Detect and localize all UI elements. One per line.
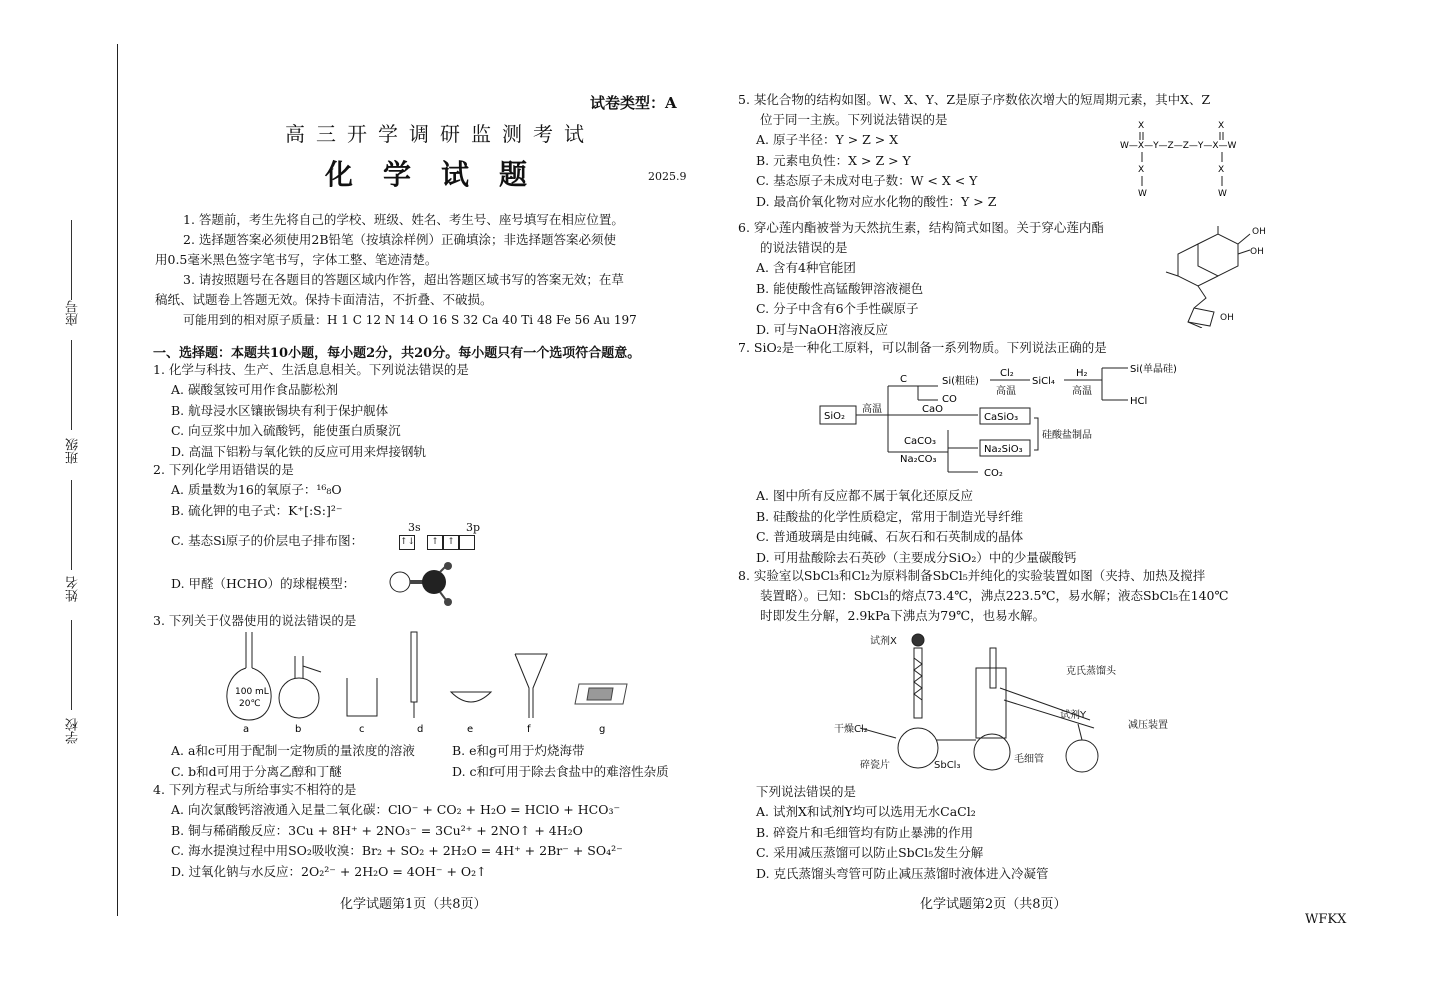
k2s-electron-formula: K⁺[:S:]²⁻ [288, 502, 343, 518]
reagent-y-label: 试剂Y [1060, 710, 1087, 721]
flow-cao: CaO [922, 404, 943, 415]
orbital-3s-label: 3s [408, 521, 421, 534]
instruction-line: 3. 请按照题号在各题目的答题区域内作答，超出答题区域书写的答案无效；在草 [183, 272, 624, 287]
option: C. 普通玻璃是由纯碱、石灰石和石英制成的晶体 [756, 529, 1024, 544]
option: A. 原子半径：Y > Z > X [756, 132, 899, 147]
boiling-chips-label: 碎瓷片 [860, 760, 890, 771]
reagent-x-label: 试剂X [870, 636, 897, 647]
question-2 [153, 460, 342, 521]
instrument-label: a [243, 724, 250, 735]
page-footer: 化学试题第1页（共8页） [340, 897, 487, 912]
evaporating-dish-icon [451, 692, 491, 702]
instrument-label: b [295, 724, 302, 735]
svg-text:X: X [1218, 165, 1225, 175]
school-underline [71, 620, 72, 710]
option-d-text: D. 甲醛（HCHO）的球棍模型： [171, 576, 356, 591]
distillation-apparatus [830, 628, 1170, 778]
option: D. 过氧化钠与水反应：2O₂²⁻ + 2H₂O = 4OH⁻ + O₂↑ [171, 863, 487, 879]
corner-code: WFKX [1305, 912, 1347, 927]
option: D. 可与NaOH溶液反应 [756, 321, 889, 337]
option: A. 试剂X和试剂Y均可以选用无水CaCl₂ [756, 804, 976, 819]
class-underline [71, 340, 72, 430]
instrument-label: g [599, 724, 606, 735]
sio2-flow-diagram [818, 360, 1178, 484]
question-7-stem: 7. SiO₂是一种化工原料，可以制备一系列物质。下列说法正确的是 [738, 340, 1107, 355]
question-8 [738, 566, 1228, 626]
svg-text:W—X—Y—Z—Z—Y—X—W: W—X—Y—Z—Z—Y—X—W [1120, 141, 1237, 151]
hydroxyl-label: OH [1220, 313, 1234, 323]
flow-high-temp: 高温 [996, 386, 1016, 397]
question-3-stem: 3. 下列关于仪器使用的说法错误的是 [153, 613, 357, 628]
flow-co2: CO₂ [984, 468, 1003, 479]
name-underline [71, 480, 72, 570]
question-stem: 位于同一主族。下列说法错误的是 [760, 112, 948, 127]
option: C. 基态原子未成对电子数：W < X < Y [756, 173, 978, 188]
claisen-head-label: 克氏蒸馏头 [1066, 666, 1116, 677]
flask-volume: 100 mL [235, 687, 269, 697]
instrument-label: d [417, 724, 424, 735]
flow-sicl4: SiCl₄ [1032, 376, 1055, 387]
instrument-label: f [527, 724, 531, 735]
svg-text:W: W [1138, 189, 1147, 199]
option: A. 向次氯酸钙溶液通入足量二氧化碳：ClO⁻ + CO₂ + H₂O = HClO + HCO₃⁻ [171, 802, 621, 817]
flow-caco3: CaCO₃ [904, 436, 936, 447]
instruction-line: 用0.5毫米黑色签字笔书写，字体工整、笔迹清楚。 [155, 252, 438, 267]
exam-title: 高三开学调研监测考试 [285, 122, 595, 146]
option-a-text: A. 质量数为16的氧原子： [171, 482, 317, 497]
option: B. 铜与稀硝酸反应：3Cu + 8H⁺ + 2NO₃⁻ = 3Cu²⁺ + 2NO↑ + 4H₂O [171, 822, 583, 838]
question-stem: 1. 化学与科技、生产、生活息息相关。下列说法错误的是 [153, 362, 469, 377]
andrographolide-structure [1158, 224, 1278, 328]
svg-text:X: X [1138, 165, 1145, 175]
capillary-label: 毛细管 [1014, 754, 1044, 765]
page-footer: 化学试题第2页（共8页） [920, 897, 1067, 912]
instrument-label: c [359, 724, 365, 735]
option: B. 碎瓷片和毛细管均有防止暴沸的作用 [756, 824, 974, 840]
option: A. 图中所有反应都不属于氧化还原反应 [756, 488, 973, 503]
name-label: 姓名 [66, 576, 81, 602]
question-stem: 2. 下列化学用语错误的是 [153, 462, 294, 477]
question-stem: 5. 某化合物的结构如图。W、X、Y、Z是原子序数依次增大的短周期元素，其中X、Z [738, 92, 1211, 107]
instruction-line: 稿纸、试题卷上答题无效。保持卡面清洁，不折叠、不破损。 [155, 292, 493, 307]
question-8-options [738, 782, 1049, 884]
option: C. 采用减压蒸馏可以防止SbCl₅发生分解 [756, 845, 984, 860]
question-sub-stem: 下列说法错误的是 [756, 784, 857, 799]
option: C. 向豆浆中加入硫酸钙，能使蛋白质聚沉 [171, 423, 401, 438]
question-stem: 6. 穿心莲内酯被誉为天然抗生素，结构简式如图。关于穿心莲内酯 [738, 220, 1104, 235]
question-stem: 时即发生分解，2.9kPa下沸点为79℃，也易水解。 [760, 608, 1046, 623]
flow-hcl: HCl [1130, 396, 1148, 407]
option: A. 碳酸氢铵可用作食品膨松剂 [171, 382, 338, 397]
option: B. 元素电负性：X > Z > Y [756, 152, 911, 168]
flow-silicates: 硅酸盐制品 [1042, 430, 1092, 441]
seat-underline [71, 220, 72, 300]
instructions [155, 210, 695, 330]
flask-temperature: 20℃ [239, 699, 261, 709]
orbital-3p-label: 3p [466, 521, 481, 534]
flow-si-pure: Si(单晶硅) [1130, 364, 1177, 375]
subject-title: 化学试题 [325, 158, 558, 191]
option: C. 海水提溴过程中用SO₂吸收溴：Br₂ + SO₂ + 2H₂O = 4H⁺ + 2Br⁻ + SO₄²⁻ [171, 843, 623, 858]
burette-icon [411, 632, 417, 718]
option-b [153, 501, 342, 522]
flow-na2sio3: Na₂SiO₃ [984, 444, 1023, 455]
question-stem: 装置略）。已知：SbCl₃的熔点73.4℃，沸点223.5℃，易水解；液态SbCl₅在140℃ [760, 588, 1229, 603]
atomic-masses: 可能用到的相对原子质量：H 1 C 12 N 14 O 16 S 32 Ca 40 Ti 48 Fe 56 Au 197 [183, 313, 637, 327]
exam-date: 2025.9 [648, 170, 687, 183]
funnel-icon [515, 654, 547, 718]
wire-gauze-icon [575, 684, 627, 704]
instruction-line: 2. 选择题答案必须使用2B铅笔（按填涂样例）正确填涂；非选择题答案必须使 [183, 232, 617, 247]
paper-type: 试卷类型：A [590, 94, 677, 112]
orbital-box-3p: ↑ [427, 535, 443, 550]
flow-casio3: CaSiO₃ [984, 412, 1019, 423]
flow-na2co3: Na₂CO₃ [900, 454, 937, 465]
dry-cl2-label: 干燥Cl₂ [834, 724, 868, 735]
instruction-line: 1. 答题前，考生先将自己的学校、班级、姓名、考生号、座号填写在相应位置。 [183, 212, 624, 227]
svg-text:W: W [1218, 189, 1227, 199]
school-label: 学校 [66, 718, 81, 744]
option: C. b和d可用于分离乙醇和丁醚 [171, 764, 342, 779]
flow-h2: H₂ [1076, 368, 1088, 379]
formaldehyde-ball-stick-model [382, 562, 462, 610]
option: D. 克氏蒸馏头弯管可防止减压蒸馏时液体进入冷凝管 [756, 865, 1049, 881]
option-a [153, 480, 342, 501]
option: D. c和f可用于除去食盐中的难溶性杂质 [452, 764, 669, 779]
hydroxyl-label: OH [1252, 227, 1266, 237]
option: D. 高温下铝粉与氧化铁的反应可用来焊接钢轨 [171, 443, 427, 459]
flow-c: C [900, 374, 907, 385]
option: C. 分子中含有6个手性碳原子 [756, 301, 919, 316]
instrument-label: e [467, 724, 474, 735]
flow-high-temp: 高温 [1072, 386, 1092, 397]
svg-text:X: X [1138, 121, 1145, 131]
distilling-flask-icon [279, 656, 321, 718]
option: A. 含有4种官能团 [756, 260, 856, 275]
option: A. a和c可用于配制一定物质的量浓度的溶液 [171, 743, 415, 758]
vacuum-label: 减压装置 [1128, 720, 1168, 731]
question-6 [738, 218, 1104, 340]
svg-text:X: X [1218, 121, 1225, 131]
option-c-text: C. 基态Si原子的价层电子排布图： [171, 533, 364, 548]
binding-line [117, 44, 118, 916]
question-7-options [738, 486, 1076, 568]
flow-si-crude: Si(粗硅) [942, 376, 979, 387]
question-stem: 的说法错误的是 [760, 240, 848, 255]
flow-high-temp: 高温 [862, 404, 882, 415]
orbital-box-3p: ↑ [443, 535, 459, 550]
oxygen-isotope: ¹⁶₈O [316, 482, 342, 497]
option-b-text: B. 硫化钾的电子式： [171, 502, 289, 518]
beaker-icon [347, 678, 377, 716]
option: B. 硅酸盐的化学性质稳定，常用于制造光导纤维 [756, 508, 1024, 524]
q5-structure-diagram [1118, 118, 1278, 200]
flow-cl2: Cl₂ [1000, 368, 1014, 379]
question-stem: 8. 实验室以SbCl₃和Cl₂为原料制备SbCl₅并纯化的实验装置如图（夹持、加热及搅拌 [738, 568, 1206, 583]
question-stem: 4. 下列方程式与所给事实不相符的是 [153, 782, 357, 797]
hydroxyl-label: OH [1250, 247, 1264, 257]
instruments-figure [215, 628, 635, 738]
option: D. 可用盐酸除去石英砂（主要成分SiO₂）中的少量碳酸钙 [756, 549, 1077, 565]
class-label: 班级 [66, 438, 81, 464]
option: B. 航母浸水区镶嵌锡块有利于保护舰体 [171, 402, 389, 418]
option: D. 最高价氧化物对应水化物的酸性：Y > Z [756, 193, 997, 209]
flow-co: CO [942, 394, 957, 405]
question-1 [153, 360, 469, 462]
orbital-box-3s: ↑↓ [399, 535, 415, 550]
question-4 [153, 780, 623, 882]
option: B. 能使酸性高锰酸钾溶液褪色 [756, 280, 924, 296]
orbital-diagram [399, 534, 475, 550]
orbital-box-3p [459, 535, 475, 550]
sbcl3-label: SbCl₃ [934, 760, 961, 771]
option: B. e和g可用于灼烧海带 [452, 743, 585, 758]
seat-label: 座号 [66, 300, 81, 326]
flow-sio2: SiO₂ [824, 411, 846, 422]
section-heading: 一、选择题：本题共10小题，每小题2分，共20分。每小题只有一个选项符合题意。 [153, 346, 641, 361]
